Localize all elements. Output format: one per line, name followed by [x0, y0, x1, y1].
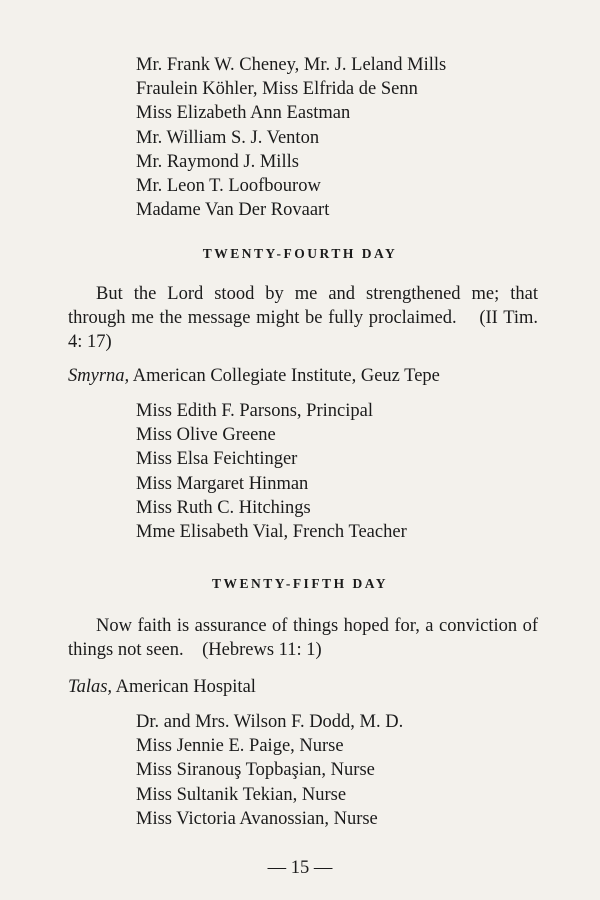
name-line: Dr. and Mrs. Wilson F. Dodd, M. D.	[136, 712, 404, 732]
name-line: Miss Sultanik Tekian, Nurse	[136, 784, 347, 805]
name-line: Mme Elisabeth Vial, French Teacher	[136, 522, 407, 543]
page-number: — 15 —	[267, 858, 333, 878]
top-name-list	[136, 53, 446, 222]
name-line: Miss Elizabeth Ann Eastman	[136, 103, 351, 124]
name-line: Mr. William S. J. Venton	[136, 127, 320, 148]
day25-institution: American Hospital	[115, 677, 256, 697]
day25-verse-block	[68, 614, 538, 662]
day24-heading: TWENTY-FOURTH DAY	[202, 246, 398, 261]
day24-institution: American Collegiate Institute, Geuz Tepe	[132, 366, 440, 386]
name-line: Miss Siranouş Topbaşian, Nurse	[136, 760, 375, 781]
day25-place: Talas,	[68, 677, 113, 697]
name-line: Miss Olive Greene	[136, 425, 276, 446]
day25-reference: (Hebrews 11: 1)	[202, 640, 322, 661]
day25-verse: Now faith is assurance of things hoped for, a conviction of things not seen.	[68, 616, 538, 661]
day25-place-line	[68, 677, 256, 698]
day24-name-list	[136, 399, 407, 544]
name-line: Mr. Frank W. Cheney, Mr. J. Leland Mills	[136, 55, 447, 75]
day25-heading: TWENTY-FIFTH DAY	[212, 576, 388, 591]
name-line: Miss Jennie E. Paige, Nurse	[136, 736, 344, 757]
name-line: Miss Ruth C. Hitchings	[136, 497, 311, 518]
day24-reference: (II Tim. 4: 17)	[68, 308, 538, 353]
day24-place-line	[68, 366, 440, 387]
name-line: Miss Margaret Hinman	[136, 473, 309, 494]
name-line: Mr. Raymond J. Mills	[136, 151, 299, 172]
name-line: Miss Victoria Avanossian, Nurse	[136, 808, 378, 829]
name-line: Miss Elsa Feichtinger	[136, 449, 298, 470]
day24-verse: But the Lord stood by me and strengthened me; that through me the message might be fully proclaimed.	[68, 284, 538, 329]
name-line: Mr. Leon T. Loofbourow	[136, 176, 321, 197]
day25-name-list	[136, 710, 403, 831]
name-line: Fraulein Köhler, Miss Elfrida de Senn	[136, 79, 418, 100]
day24-place: Smyrna,	[68, 366, 130, 386]
name-line: Miss Edith F. Parsons, Principal	[136, 401, 373, 421]
day24-verse-block	[68, 282, 538, 355]
name-line: Madame Van Der Rovaart	[136, 200, 330, 221]
